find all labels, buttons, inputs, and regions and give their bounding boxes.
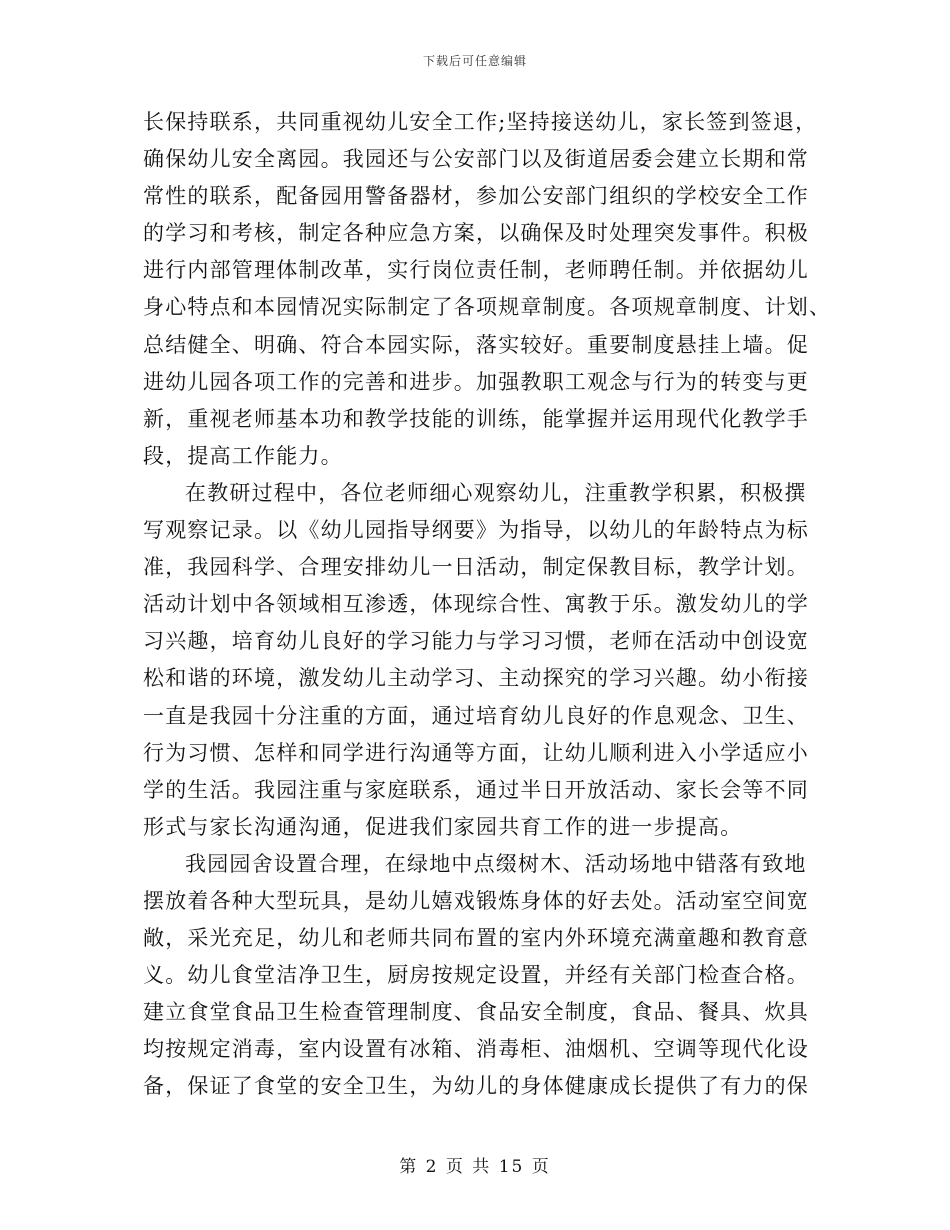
text-line: 建立食堂食品卫生检查管理制度、食品安全制度，食品、餐具、炊具 [143, 1000, 809, 1025]
text-line: 均按规定消毒，室内设置有冰箱、消毒柜、油烟机、空调等现代化设 [143, 1037, 809, 1062]
text-line: 的学习和考核，制定各种应急方案，以确保及时处理突发事件。积极 [143, 221, 809, 246]
text-line: 段，提高工作能力。 [143, 443, 343, 468]
text-line: 新，重视老师基本功和教学技能的训练，能掌握并运用现代化教学手 [143, 406, 809, 431]
text-line: 在教研过程中，各位老师细心观察幼儿，注重教学积累，积极撰 [185, 480, 807, 505]
text-line: 一直是我园十分注重的方面，通过培育幼儿良好的作息观念、卫生、 [143, 703, 809, 728]
text-line: 进行内部管理体制改革，实行岗位责任制，老师聘任制。并依据幼儿 [143, 258, 809, 283]
text-line: 敞，采光充足，幼儿和老师共同布置的室内外环境充满童趣和教育意 [143, 926, 809, 951]
text-line: 习兴趣，培育幼儿良好的学习能力与学习习惯，老师在活动中创设宽 [143, 629, 809, 654]
text-line: 写观察记录。以《幼儿园指导纲要》为指导，以幼儿的年龄特点为标 [143, 518, 809, 543]
text-line: 总结健全、明确、符合本园实际，落实较好。重要制度悬挂上墙。促 [143, 332, 809, 357]
text-line: 我园园舍设置合理，在绿地中点缀树木、活动场地中错落有致地 [185, 851, 807, 876]
text-line: 松和谐的环境，激发幼儿主动学习、主动探究的学习兴趣。幼小衔接 [143, 666, 809, 691]
header-note: 下载后可任意编辑 [422, 54, 527, 68]
text-line: 形式与家长沟通沟通，促进我们家园共育工作的进一步提高。 [143, 814, 743, 839]
text-line: 进幼儿园各项工作的完善和进步。加强教职工观念与行为的转变与更 [143, 369, 809, 394]
document-body [143, 104, 832, 1106]
text-line: 活动计划中各领域相互渗透，体现综合性、寓教于乐。激发幼儿的学 [143, 592, 809, 617]
text-line: 备，保证了食堂的安全卫生，为幼儿的身体健康成长提供了有力的保 [143, 1074, 809, 1099]
page-number: 第 2 页 共 15 页 [399, 1157, 551, 1177]
text-line: 确保幼儿安全离园。我园还与公安部门以及街道居委会建立长期和常 [143, 147, 809, 172]
text-line: 准，我园科学、合理安排幼儿一日活动，制定保教目标，教学计划。 [143, 555, 809, 580]
text-line: 摆放着各种大型玩具，是幼儿嬉戏锻炼身体的好去处。活动室空间宽 [143, 888, 809, 913]
text-line: 身心特点和本园情况实际制定了各项规章制度。各项规章制度、计划、 [143, 295, 832, 320]
text-line: 义。幼儿食堂洁净卫生，厨房按规定设置，并经有关部门检查合格。 [143, 963, 809, 988]
text-line: 常性的联系，配备园用警备器材，参加公安部门组织的学校安全工作 [143, 184, 809, 209]
text-line: 学的生活。我园注重与家庭联系，通过半日开放活动、家长会等不同 [143, 777, 809, 802]
text-line: 行为习惯、怎样和同学进行沟通等方面，让幼儿顺利进入小学适应小 [143, 740, 809, 765]
text-line: 长保持联系，共同重视幼儿安全工作;坚持接送幼儿，家长签到签退， [143, 110, 818, 134]
